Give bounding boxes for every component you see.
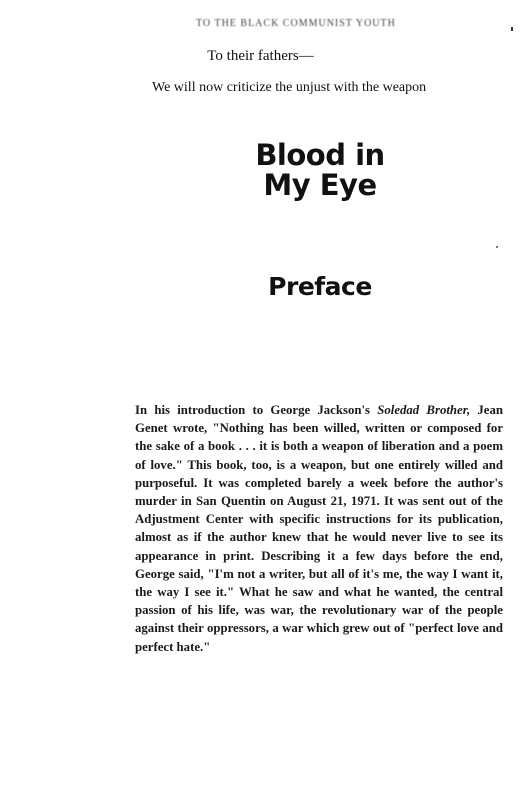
section-heading: Preface [268, 272, 372, 301]
text-segment: In his introduction to George Jackson's [135, 403, 378, 417]
paragraph-text [135, 401, 503, 656]
book-title-line: My Eye [263, 168, 377, 202]
book-title-line: Blood in [255, 138, 385, 172]
book-reference: Soledad Brother, [377, 403, 471, 417]
book-title [200, 140, 440, 200]
text-segment: Jean Genet wrote, "Nothing has been willed, written or composed for the sake of a book . . . it is both a weapon of liberation and a poem of love." This book, too, is a weapon, but one entirely willed and purposeful. It was completed barely a week before the author's murder in San Quentin on August 21, 1971. It was sent out of the Adjustment Center with specific instructions for its publication, almost as if the author knew that he would never live to see its appearance in print. Describing it a few days before the end, George said, "I'm not a writer, but all of it's me, the way I want it, the way I see it." What he saw and what he wanted, the central passion of his life, was war, the revolutionary war of the people against their oppressors, a war which grew out of "perfect love and perfect hate." [135, 403, 503, 654]
preface-paragraph [135, 401, 503, 656]
dedication-line: To their fathers— [207, 48, 314, 64]
page-speck [496, 246, 498, 248]
dedication-line: We will now criticize the unjust with the weapon [152, 80, 427, 95]
page-mark [511, 27, 513, 31]
running-header: TO THE BLACK COMMUNIST YOUTH [196, 18, 396, 29]
